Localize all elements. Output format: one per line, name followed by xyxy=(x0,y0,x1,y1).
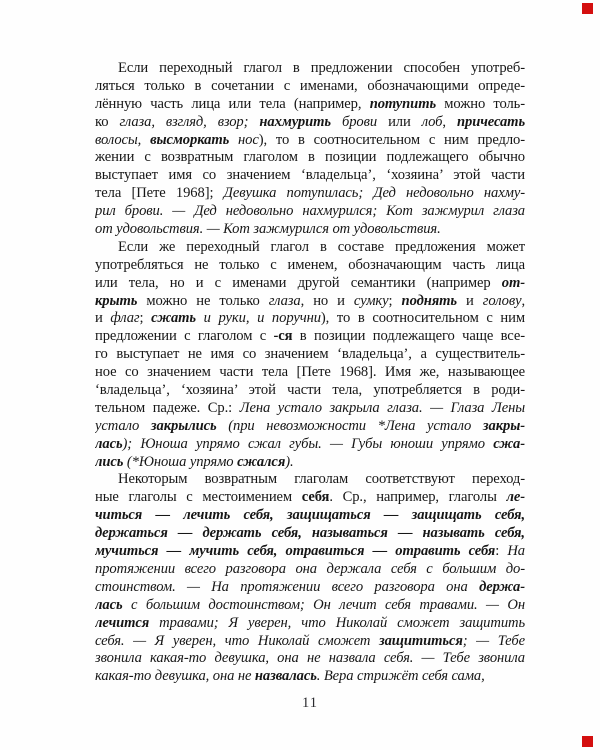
text-run: травами; Я уверен, что Николай сможет защитить xyxy=(149,614,525,631)
page-number: 11 xyxy=(302,695,318,711)
text-run: мучиться — мучить себя, отравиться — отравить себя xyxy=(95,543,496,560)
text-line xyxy=(95,328,525,346)
text-run: ), то в соотносительном с ним предло- xyxy=(258,131,525,148)
text-run: какая-то девушка, она не xyxy=(95,668,255,685)
red-corner-marker-top xyxy=(582,3,593,14)
text-run: Если переходный глагол в предложении способен употреб- xyxy=(118,60,525,76)
text-line xyxy=(95,418,525,436)
text-run: держаться — держать себя, называться — называть себя, xyxy=(95,525,525,542)
text-line xyxy=(95,489,525,507)
paragraph xyxy=(95,60,525,239)
text-run: или тела, но и с именами другой семантики (например xyxy=(95,274,502,291)
paragraph xyxy=(95,471,525,686)
text-block xyxy=(95,60,525,686)
text-run: -ся xyxy=(273,328,293,345)
text-run: с большим достоинством; Он лечит себя травами. — Он xyxy=(122,596,525,613)
text-line xyxy=(95,382,525,400)
text-run: глаза xyxy=(268,292,301,309)
text-run: жении с возвратным глаголом в позиции подлежащего обычно xyxy=(95,149,525,166)
text-line xyxy=(95,525,525,543)
text-line xyxy=(95,668,525,686)
text-run: или xyxy=(377,113,422,130)
text-run: себя. — Я уверен, что Николай сможет xyxy=(95,632,379,649)
text-line xyxy=(95,633,525,651)
text-run: лась xyxy=(95,596,123,613)
paragraph xyxy=(95,239,525,472)
text-run: предложении с глаголом с xyxy=(95,328,274,345)
text-line xyxy=(95,310,525,328)
text-line xyxy=(95,579,525,597)
text-run: голову xyxy=(482,292,522,309)
text-run: защититься xyxy=(379,632,463,649)
text-run: рил брови. — Дед недовольно нахмурился; Кот зажмурил глаза xyxy=(95,203,525,220)
text-line xyxy=(95,364,525,382)
text-run: лись xyxy=(95,453,124,470)
text-line xyxy=(95,221,525,239)
text-run: Девушка потупилась; Дед недовольно нахму- xyxy=(223,185,525,202)
text-run: в позиции подлежащего чаще все- xyxy=(292,328,525,345)
text-run: ные глаголы с местоимением xyxy=(95,489,302,506)
text-line xyxy=(95,257,525,275)
text-run: держа- xyxy=(479,578,525,595)
text-run: лённую часть лица или тела (например, xyxy=(95,95,370,112)
text-run: лась xyxy=(95,435,123,452)
text-line xyxy=(95,471,525,489)
text-run: ; xyxy=(388,292,402,309)
text-line xyxy=(95,293,525,311)
text-line xyxy=(95,615,525,633)
text-run: лоб xyxy=(421,113,443,130)
text-run: протяжении всего разговора она держала себя с большим до- xyxy=(95,560,525,577)
text-line xyxy=(95,454,525,472)
text-line xyxy=(95,203,525,221)
text-line xyxy=(95,96,525,114)
text-line xyxy=(95,114,525,132)
text-run: волосы, xyxy=(95,131,151,148)
text-run: причесать xyxy=(457,113,525,130)
text-line xyxy=(95,597,525,615)
text-line xyxy=(95,561,525,579)
text-line xyxy=(95,436,525,454)
text-run: нос xyxy=(229,131,259,148)
text-run: На xyxy=(507,543,525,560)
text-run: сжать xyxy=(151,310,196,327)
text-run: флаг xyxy=(110,310,140,327)
text-run: ); Юноша упрямо сжал губы. — Губы юноши упрямо xyxy=(122,435,494,452)
text-run: высморкать xyxy=(150,131,230,148)
text-line xyxy=(95,185,525,203)
text-run: выступает имя со значением ‘владельца’, ‘хозяина’ этой части xyxy=(95,167,525,184)
text-run: ное со значением части тела [Пете 1968]. Имя же, называющее xyxy=(95,364,525,381)
text-line xyxy=(95,149,525,167)
text-run: глаза, взгляд, взор; xyxy=(119,113,260,130)
text-run: ), то в соотносительном с ним xyxy=(320,310,525,327)
text-run: , но и xyxy=(300,292,354,309)
text-run: ко xyxy=(95,113,120,130)
text-line xyxy=(95,239,525,257)
text-run: ). xyxy=(285,453,294,470)
text-run: можно толь- xyxy=(436,95,525,112)
text-line xyxy=(95,650,525,668)
text-line xyxy=(95,543,525,561)
text-run: сумку xyxy=(353,292,389,309)
text-run: нахмурить xyxy=(259,113,331,130)
text-run: , xyxy=(442,113,458,130)
text-run: , xyxy=(521,292,525,309)
text-run: ле- xyxy=(506,489,525,506)
text-line xyxy=(95,132,525,150)
text-run: тела [Пете 1968]; xyxy=(95,185,224,202)
text-line xyxy=(95,78,525,96)
text-run: звонила какая-то девушка, она не назвала себя. — Тебе звонила xyxy=(95,650,525,667)
text-run: брови xyxy=(330,113,378,130)
text-run: го выступает не имя со значением ‘владельца’, а существитель- xyxy=(95,346,525,363)
text-run: назвалась xyxy=(254,668,317,685)
text-line xyxy=(95,400,525,418)
text-run: можно не только xyxy=(137,292,269,309)
text-line xyxy=(95,346,525,364)
text-run: устало xyxy=(95,417,151,434)
text-run: закры- xyxy=(482,417,525,434)
text-run: тельном падеже. Ср.: xyxy=(95,399,240,416)
text-run: и xyxy=(456,292,483,309)
text-run: от удовольствия. — Кот зажмурился от удовольствия. xyxy=(95,221,441,238)
red-corner-marker-bottom xyxy=(582,736,593,747)
text-line xyxy=(95,275,525,293)
text-run: сжался xyxy=(237,453,286,470)
text-run: ‘владельца’, ‘хозяина’ этой части тела, употребляется в роди- xyxy=(95,382,525,399)
text-run: крыть xyxy=(95,292,138,309)
text-run: : xyxy=(495,543,508,560)
text-run: себя xyxy=(301,489,330,506)
text-run: ; — Тебе xyxy=(462,632,525,649)
text-run: поднять xyxy=(401,292,457,309)
text-run: читься — лечить себя, защищаться — защищать себя, xyxy=(95,507,525,524)
text-run: . Ср., например, глаголы xyxy=(329,489,507,506)
text-run: лечится xyxy=(95,614,150,631)
text-run: Некоторым возвратным глаголам соответствуют переход- xyxy=(118,471,525,488)
text-run: ; xyxy=(139,310,152,327)
text-run: Лена устало закрыла глаза. — Глаза Лены xyxy=(239,399,525,416)
text-run: закрылись xyxy=(150,417,217,434)
text-run: (*Юноша упрямо xyxy=(123,453,238,470)
text-run: (при невозможности *Лена устало xyxy=(216,417,483,434)
text-run: стоинством. — На протяжении всего разговора она xyxy=(95,578,480,595)
text-run: ляться только в сочетании с именами, обозначающими опреде- xyxy=(95,77,525,94)
text-run: . Вера стрижёт себя сама, xyxy=(316,668,485,685)
text-run: от- xyxy=(501,274,525,291)
text-run: и xyxy=(95,310,111,327)
text-run: употребляться не только с именем, обозначающим часть лица xyxy=(95,256,525,273)
text-run: и руки, и поручни xyxy=(195,310,321,327)
text-line xyxy=(95,167,525,185)
text-run: Если же переходный глагол в составе предложения может xyxy=(118,238,525,255)
text-run: сжа- xyxy=(493,435,525,452)
text-line xyxy=(95,507,525,525)
text-run: потупить xyxy=(369,95,437,112)
text-line xyxy=(95,60,525,78)
